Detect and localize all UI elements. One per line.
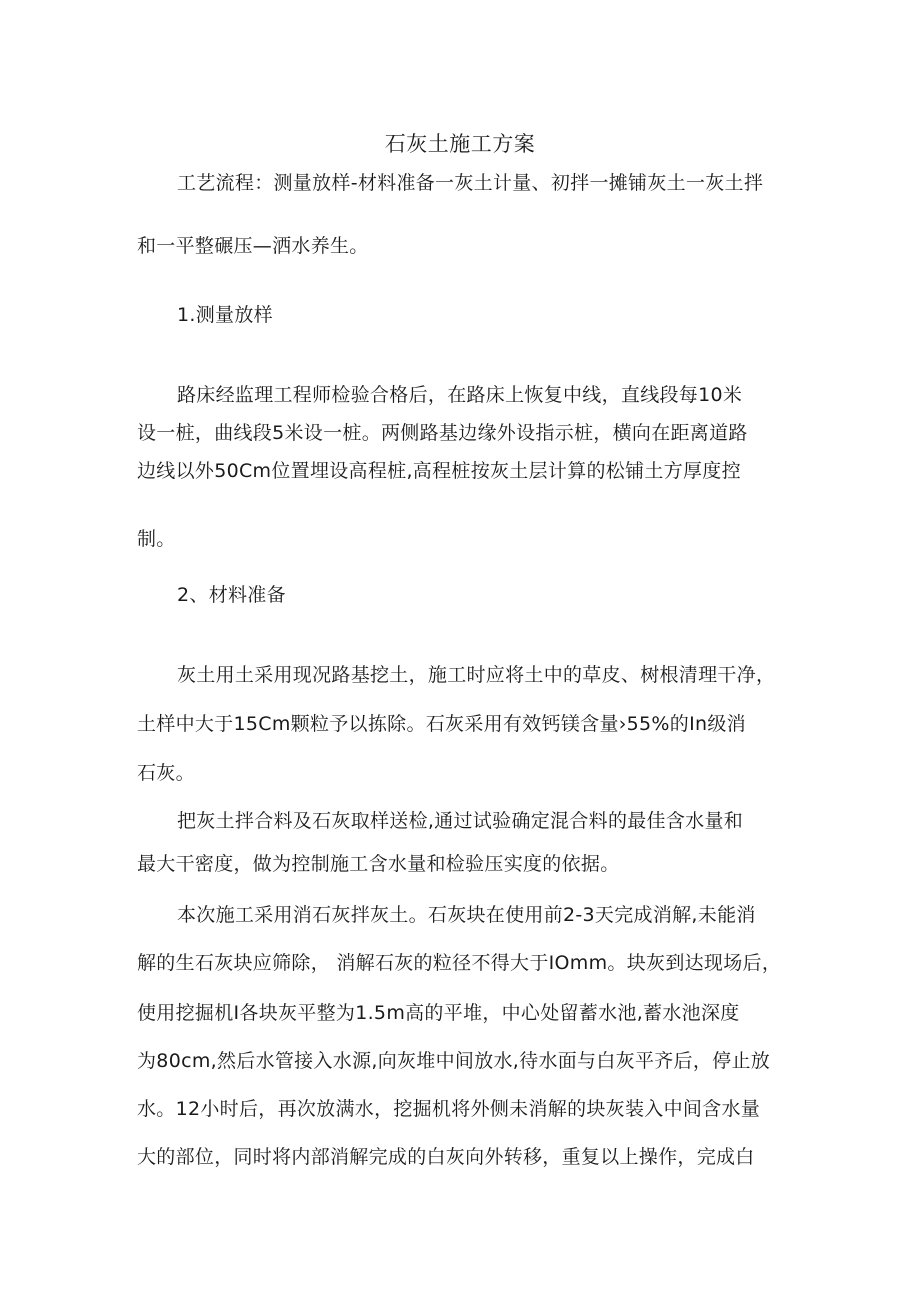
paragraph-line: 最大干密度，做为控制施工含水量和检验压实度的依据。: [137, 853, 620, 875]
paragraph-line: 石灰。: [137, 762, 195, 784]
paragraph-line: 边线以外50Cm位置埋设高程桩,高程桩按灰土层计算的松铺土方厚度控: [137, 460, 741, 482]
paragraph-line: 和一平整碾压—洒水养生。: [137, 235, 369, 257]
paragraph-line: 灰土用土采用现况路基挖土，施工时应将土中的草皮、树根清理干净，: [177, 664, 776, 686]
paragraph-line: 本次施工采用消石灰拌灰土。石灰块在使用前2-3天完成消解,未能消: [177, 904, 756, 926]
paragraph-line: 解的生石灰块应筛除， 消解石灰的粒径不得大于IOmm。块灰到达现场后，: [137, 952, 782, 974]
paragraph-line: 土样中大于15Cm颗粒予以拣除。石灰采用有效钙镁含量›55%的In级消: [137, 713, 746, 735]
document-title: 石灰土施工方案: [384, 132, 536, 156]
section-heading: 2、材料准备: [177, 584, 286, 606]
paragraph-line: 工艺流程：测量放样-材料准备一灰土计量、初拌一摊铺灰土一灰土拌: [177, 172, 764, 194]
paragraph-line: 路床经监理工程师检验合格后，在路床上恢复中线，直线段每10米: [177, 384, 743, 406]
paragraph-line: 把灰土拌合料及石灰取样送检,通过试验确定混合料的最佳含水量和: [177, 810, 744, 832]
paragraph-line: 大的部位，同时将内部消解完成的白灰向外转移，重复以上操作，完成白: [137, 1146, 755, 1168]
paragraph-line: 为80cm,然后水管接入水源,向灰堆中间放水,待水面与白灰平齐后，停止放: [137, 1050, 771, 1072]
paragraph-line: 使用挖掘机I各块灰平整为1.5m高的平堆，中心处留蓄水池,蓄水池深度: [137, 1002, 740, 1024]
section-heading: 1.测量放样: [177, 304, 273, 326]
paragraph-line: 制。: [137, 528, 176, 550]
paragraph-line: 水。12小时后，再次放满水，挖掘机将外侧未消解的块灰装入中间含水量: [137, 1098, 761, 1120]
paragraph-line: 设一桩，曲线段5米设一桩。两侧路基边缘外设指示桩，横向在距离道路: [137, 422, 748, 444]
